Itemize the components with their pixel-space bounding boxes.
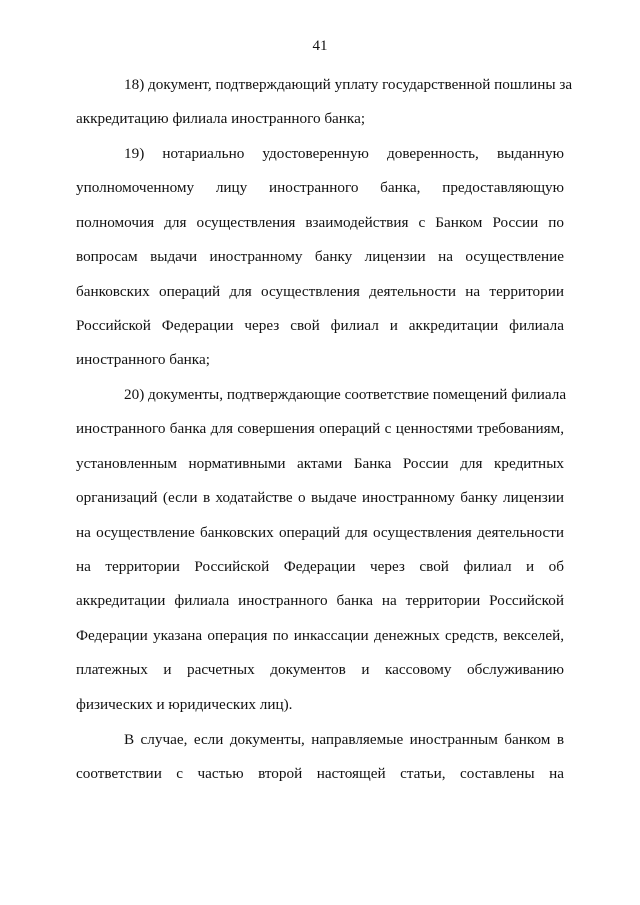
paragraph-line: Российской Федерации через свой филиал и аккредитации филиала bbox=[76, 316, 564, 334]
paragraph-line: уполномоченному лицу иностранного банка, предоставляющую bbox=[76, 179, 564, 197]
paragraph-line: банковских операций для осуществления деятельности на территории bbox=[76, 282, 564, 300]
paragraph-closing bbox=[76, 723, 564, 792]
paragraph-20 bbox=[76, 378, 567, 722]
paragraph-line: физических и юридических лиц). bbox=[76, 695, 293, 713]
paragraph-18 bbox=[76, 68, 573, 137]
paragraph-line: 20) документы, подтверждающие соответствие помещений филиала bbox=[124, 386, 567, 403]
paragraph-line: установленным нормативными актами Банка России для кредитных bbox=[76, 454, 564, 472]
paragraph-line: на осуществление банковских операций для осуществления деятельности bbox=[76, 523, 564, 541]
paragraph-line: иностранного банка; bbox=[76, 351, 210, 369]
paragraph-line: 18) документ, подтверждающий уплату государственной пошлины за bbox=[124, 76, 573, 93]
paragraph-line: В случае, если документы, направляемые иностранным банком в bbox=[124, 731, 564, 748]
paragraph-line: вопросам выдачи иностранному банку лицензии на осуществление bbox=[76, 248, 564, 266]
paragraph-line: 19) нотариально удостоверенную доверенность, выданную bbox=[124, 145, 564, 162]
paragraph-line: организаций (если в ходатайстве о выдаче иностранному банку лицензии bbox=[76, 489, 564, 507]
paragraph-line: иностранного банка для совершения операций с ценностями требованиям, bbox=[76, 420, 564, 438]
paragraph-line: аккредитацию филиала иностранного банка; bbox=[76, 110, 366, 128]
paragraph-19 bbox=[76, 137, 564, 378]
paragraph-line: соответствии с частью второй настоящей статьи, составлены на bbox=[76, 765, 564, 783]
paragraph-line: полномочия для осуществления взаимодействия с Банком России по bbox=[76, 213, 564, 231]
paragraph-line: на территории Российской Федерации через свой филиал и об bbox=[76, 557, 564, 575]
paragraph-line: платежных и расчетных документов и кассовому обслуживанию bbox=[76, 661, 564, 679]
paragraph-line: Федерации указана операция по инкассации денежных средств, векселей, bbox=[76, 626, 564, 644]
page-number: 41 bbox=[312, 38, 328, 54]
paragraph-line: аккредитации филиала иностранного банка на территории Российской bbox=[76, 592, 564, 610]
